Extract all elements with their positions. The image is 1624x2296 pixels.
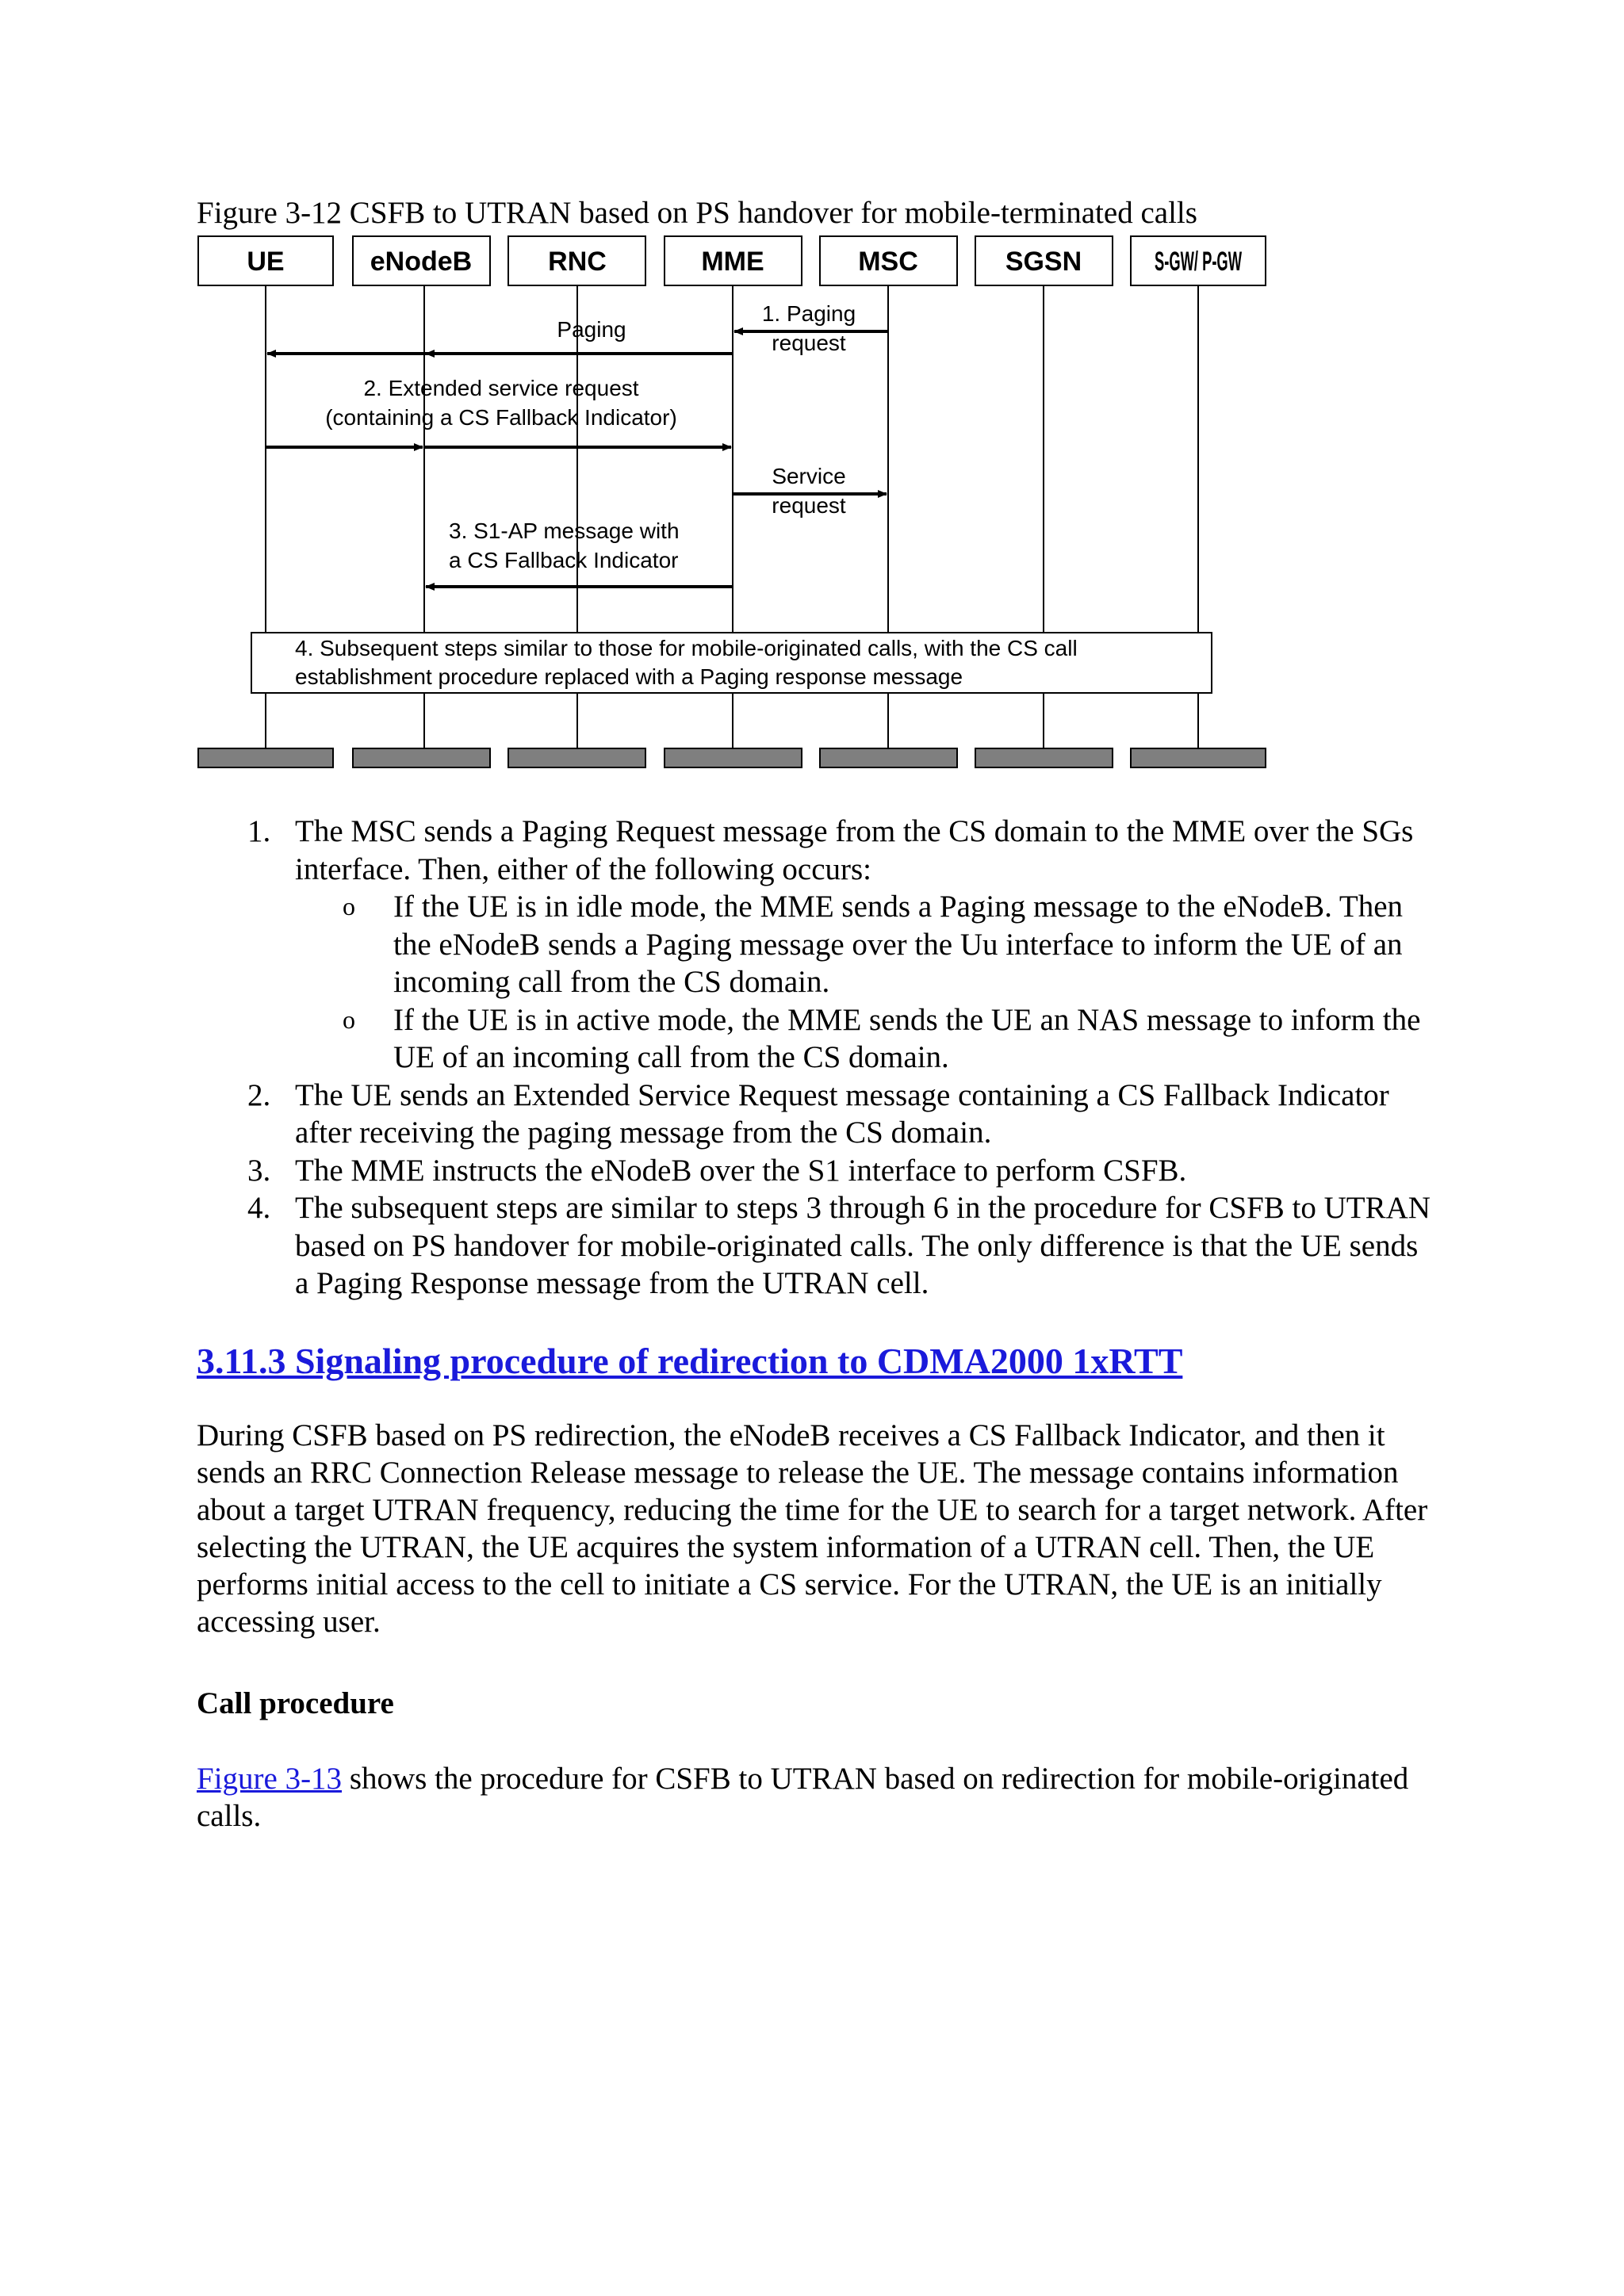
procedure-steps (197, 813, 1434, 1303)
label-paging-request-2: request (772, 331, 846, 355)
note-box (251, 633, 1212, 693)
label-esr-2: (containing a CS Fallback Indicator) (325, 405, 677, 430)
sequence-diagram (197, 235, 1269, 774)
section-heading-link[interactable]: 3.11.3 Signaling procedure of redirection to CDMA2000 1xRTT (197, 1341, 1183, 1381)
figure-reference-link[interactable]: Figure 3-13 (197, 1762, 343, 1796)
node-sgsn (975, 236, 1113, 285)
section-paragraph: During CSFB based on PS redirection, the eNodeB receives a CS Fallback Indicator, and then it sends an RRC Connection Release message to release the UE. The message contains information about a target UTRAN frequency, reducing the time for the UE to search for a target network. After selecting the UTRAN, the UE acquires the system information of a UTRAN cell. Then, the UE performs initial access to the cell to initiate a CS service. For the UTRAN, the UE is an initially accessing user. (197, 1418, 1428, 1639)
node-enodeb (353, 236, 490, 285)
step-sublist (295, 888, 1434, 1077)
label-s1ap-1: 3. S1-AP message with (449, 519, 680, 543)
step-item (197, 1152, 1434, 1190)
step-item (197, 813, 1434, 1077)
note-line-1: 4. Subsequent steps similar to those for mobile-originated calls, with the CS call (295, 636, 1078, 660)
sub-item-text: If the UE is in idle mode, the MME sends a Paging message to the eNodeB. Then the eNodeB sends a Paging message over the Uu interface to inform the UE of an incoming call from the CS domain. (393, 890, 1404, 999)
lifeline-terminators (198, 748, 1266, 767)
node-ue-label: UE (247, 247, 285, 277)
figure-caption: Figure 3-12 CSFB to UTRAN based on PS handover for mobile-terminated calls (197, 196, 1197, 230)
bullet-icon: o (343, 892, 355, 920)
step-text: The subsequent steps are similar to steps 3 through 6 in the procedure for CSFB to UTRAN based on PS handover for mobile-originated calls. The only difference is that the UE sends a Paging Response message from the UTRAN cell. (295, 1191, 1431, 1300)
node-rnc (508, 236, 645, 285)
node-msc-label: MSC (858, 247, 918, 277)
node-sgw-pgw-label: S-GW/ P-GW (1155, 247, 1243, 277)
label-service-request-1: Service (772, 464, 846, 488)
note-line-2: establishment procedure replaced with a Paging response message (295, 664, 963, 689)
call-procedure-heading: Call procedure (197, 1686, 394, 1720)
step-number: 1. (247, 814, 271, 848)
node-mme (665, 236, 802, 285)
bullet-icon: o (343, 1004, 355, 1034)
label-paging: Paging (557, 317, 626, 342)
step-item (197, 1077, 1434, 1152)
call-procedure-text: shows the procedure for CSFB to UTRAN based on redirection for mobile-originated calls. (197, 1762, 1409, 1833)
node-enodeb-label: eNodeB (370, 247, 473, 277)
sequence-diagram-svg (197, 235, 1269, 774)
step-text: The MME instructs the eNodeB over the S1 interface to perform CSFB. (295, 1153, 1187, 1188)
sub-item (295, 888, 1434, 1001)
sub-item-text: If the UE is in active mode, the MME sends the UE an NAS message to inform the UE of an incoming call from the CS domain. (393, 1002, 1421, 1074)
node-sgw-pgw (1131, 236, 1266, 285)
node-sgsn-label: SGSN (1005, 247, 1082, 277)
step-text: The UE sends an Extended Service Request message containing a CS Fallback Indicator after receiving the paging message from the CS domain. (295, 1077, 1389, 1150)
step-number: 3. (247, 1153, 271, 1188)
label-s1ap-2: a CS Fallback Indicator (449, 548, 679, 572)
node-ue (198, 236, 333, 285)
label-service-request-2: request (772, 493, 846, 518)
label-paging-request-1: 1. Paging (761, 301, 856, 326)
node-mme-label: MME (701, 247, 764, 277)
label-esr-1: 2. Extended service request (363, 376, 639, 400)
step-item (197, 1189, 1434, 1303)
node-msc (820, 236, 957, 285)
step-text: The MSC sends a Paging Request message from the CS domain to the MME over the SGs interface. Then, either of the following occurs: (295, 814, 1414, 886)
sub-item (295, 1001, 1434, 1077)
step-number: 4. (247, 1191, 271, 1225)
node-rnc-label: RNC (548, 247, 607, 277)
call-procedure-paragraph (197, 1760, 1434, 1835)
step-number: 2. (247, 1077, 271, 1112)
